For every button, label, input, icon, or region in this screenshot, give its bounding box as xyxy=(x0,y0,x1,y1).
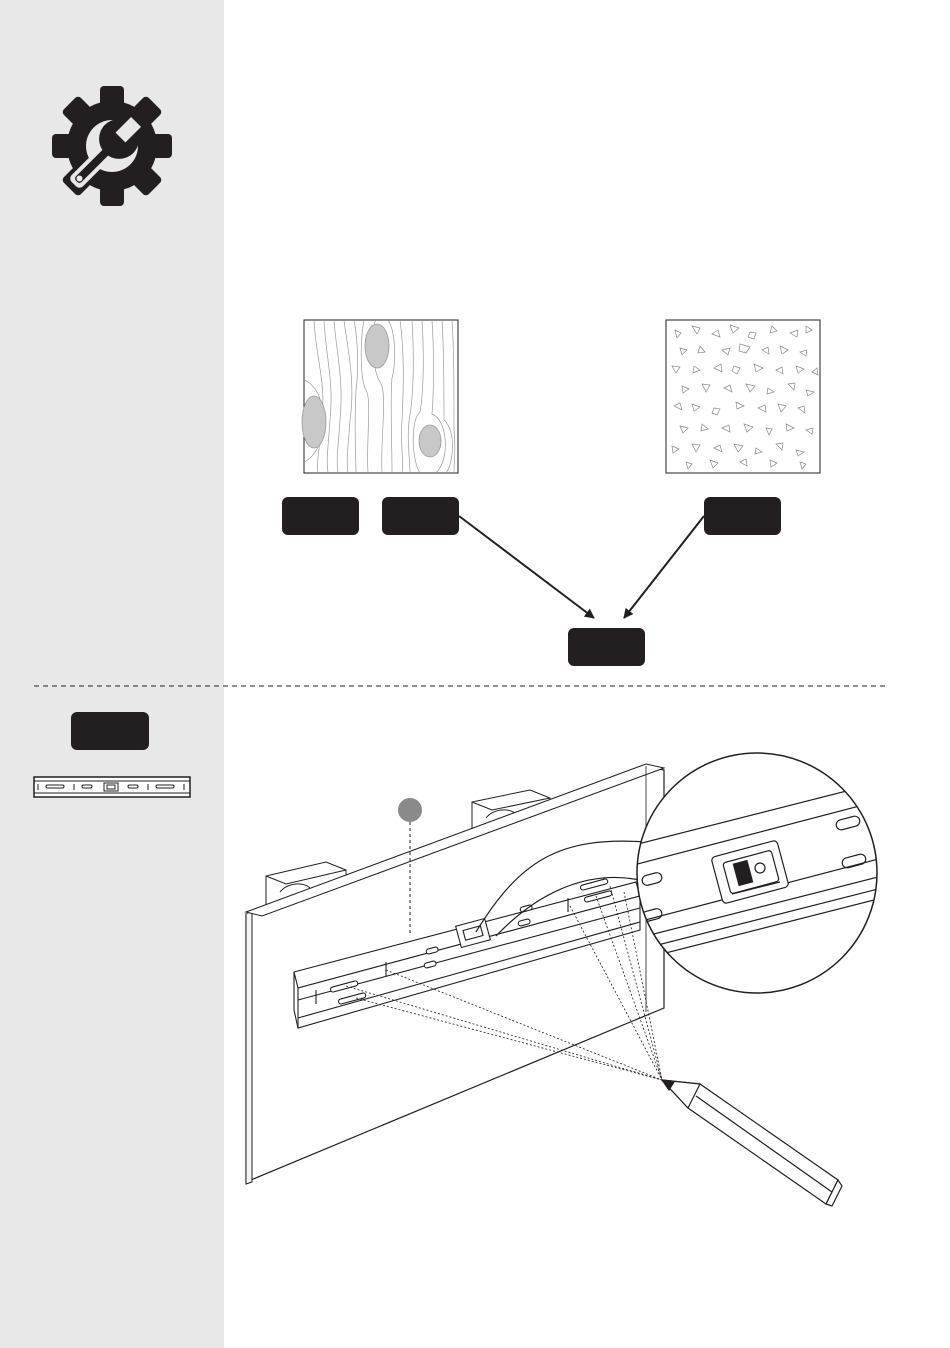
arrow-from-wood xyxy=(459,516,594,618)
mounting-rail-thumbnail xyxy=(34,777,190,797)
zoom-detail xyxy=(630,753,890,993)
wood-tag-1 xyxy=(282,497,359,535)
wood-tag-2 xyxy=(382,497,459,535)
concrete-surface-swatch xyxy=(666,320,820,473)
step-tag xyxy=(71,712,149,750)
gear-wrench-icon xyxy=(52,86,172,206)
result-tag xyxy=(568,628,645,666)
wall-installation-illustration xyxy=(246,753,890,1206)
callout-marker xyxy=(398,798,422,822)
arrow-from-concrete xyxy=(624,516,704,618)
concrete-tag xyxy=(704,497,781,535)
pencil-icon xyxy=(662,1080,842,1206)
wood-surface-swatch xyxy=(302,320,458,473)
